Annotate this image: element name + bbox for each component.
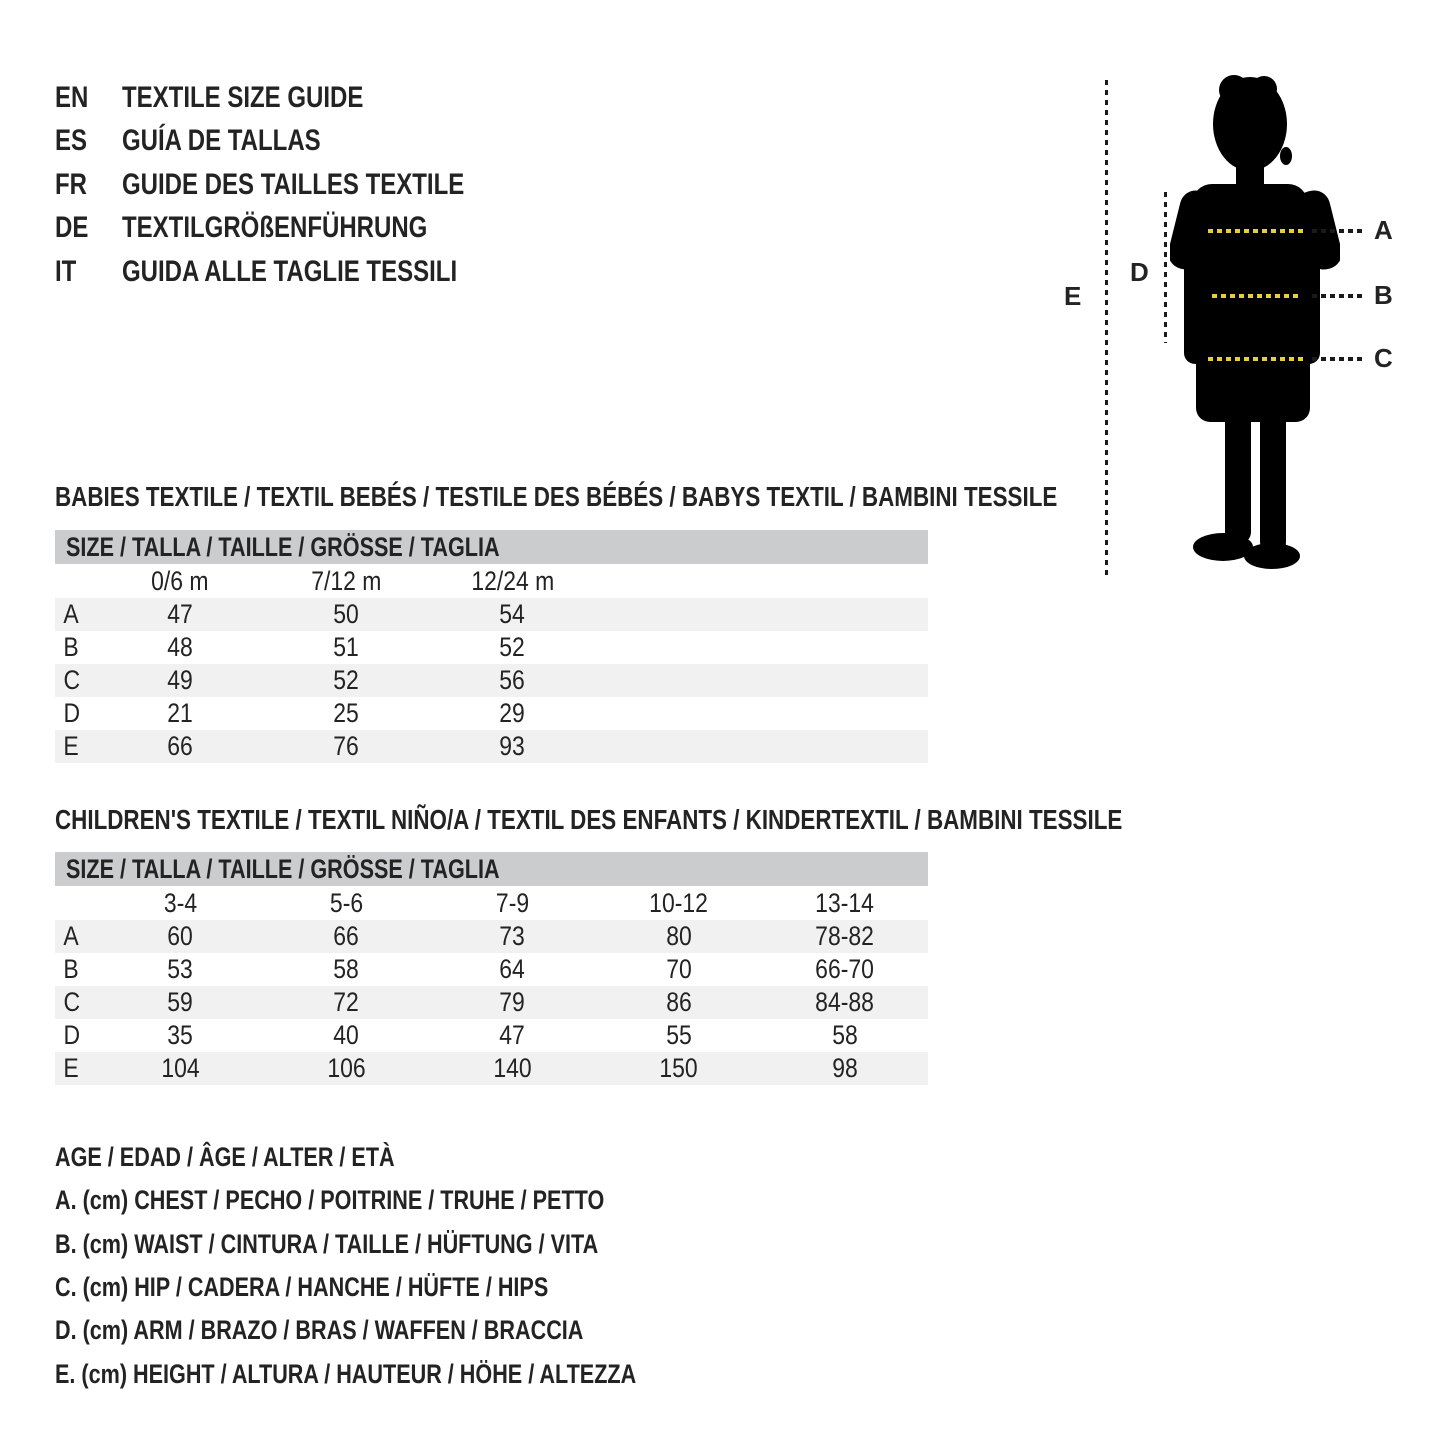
size-value: 86	[665, 987, 692, 1017]
measure-label-a: A	[1374, 215, 1393, 245]
size-value: 53	[167, 954, 193, 984]
table-row	[55, 953, 928, 986]
size-value: 51	[333, 632, 360, 662]
table-row	[55, 1052, 928, 1085]
measure-label-e: E	[1064, 281, 1082, 311]
children-section-title: CHILDREN'S TEXTILE / TEXTIL NIÑO/A / TEXTIL DES ENFANTS / KINDERTEXTIL / BAMBINI TESSILE	[55, 804, 1123, 835]
size-value: 150	[659, 1053, 698, 1083]
babies-section-title: BABIES TEXTILE / TEXTIL BEBÉS / TESTILE DES BÉBÉS / BABYS TEXTIL / BAMBINI TESSILE	[55, 481, 1058, 512]
children-size-table	[55, 852, 928, 1085]
measurement-legend	[55, 1136, 781, 1396]
lang-code: IT	[55, 254, 77, 288]
size-value: 49	[167, 665, 193, 695]
size-value: 106	[327, 1053, 366, 1083]
lang-row-es	[55, 120, 550, 164]
babies-column-headers	[55, 564, 928, 598]
guide-title-es: GUÍA DE TALLAS	[122, 124, 321, 158]
size-value: 21	[167, 698, 193, 728]
size-value: 66	[333, 921, 360, 951]
column-header: 5-6	[329, 887, 363, 918]
row-label: C	[63, 665, 81, 695]
size-value: 59	[167, 987, 193, 1017]
column-header: 7/12 m	[311, 565, 382, 596]
size-value: 47	[499, 1020, 526, 1050]
row-label: D	[63, 1020, 81, 1050]
column-header: 7-9	[495, 887, 530, 918]
column-header: 3-4	[163, 887, 197, 918]
lang-row-en	[55, 76, 550, 120]
table-row	[55, 730, 928, 763]
chest-measure-dash-yellow	[1208, 229, 1304, 233]
size-value: 84-88	[815, 987, 875, 1017]
legend-line-height: E. (cm) HEIGHT / ALTURA / HAUTEUR / HÖHE / ALTEZZA	[55, 1358, 637, 1389]
guide-title-it: GUIDA ALLE TAGLIE TESSILI	[122, 254, 458, 288]
chest-measure-dash	[1312, 229, 1364, 233]
size-header-bar: SIZE / TALLA / TAILLE / GRÖSSE / TAGLIA	[55, 530, 928, 564]
size-value: 47	[167, 599, 193, 629]
lang-row-fr	[55, 163, 550, 207]
row-label: E	[63, 731, 79, 761]
size-value: 60	[167, 921, 193, 951]
table-row	[55, 1019, 928, 1052]
table-row	[55, 598, 928, 631]
size-value: 29	[499, 698, 526, 728]
size-value: 79	[499, 987, 526, 1017]
lang-code: FR	[55, 167, 87, 201]
row-label: E	[63, 1053, 79, 1083]
waist-measure-dash-yellow	[1212, 294, 1298, 298]
size-value: 78-82	[815, 921, 875, 951]
size-value: 35	[167, 1020, 193, 1050]
row-label: A	[63, 599, 79, 629]
measure-label-d: D	[1130, 257, 1149, 287]
column-header: 0/6 m	[151, 565, 209, 596]
hip-measure-dash-yellow	[1208, 357, 1304, 361]
guide-title-en: TEXTILE SIZE GUIDE	[122, 80, 364, 114]
size-value: 25	[333, 698, 360, 728]
column-header: 13-14	[815, 887, 875, 918]
lang-row-de	[55, 207, 550, 251]
hip-measure-dash	[1312, 357, 1364, 361]
row-label: A	[63, 921, 79, 951]
size-value: 58	[333, 954, 360, 984]
measure-label-b: B	[1374, 280, 1393, 310]
size-value: 66-70	[815, 954, 875, 984]
size-value: 76	[333, 731, 360, 761]
size-value: 55	[665, 1020, 692, 1050]
size-value: 70	[665, 954, 692, 984]
size-value: 40	[333, 1020, 360, 1050]
row-label: D	[63, 698, 81, 728]
size-value: 54	[499, 599, 526, 629]
table-row	[55, 664, 928, 697]
arm-measure-line-d	[1164, 192, 1167, 343]
size-value: 66	[167, 731, 193, 761]
size-value: 52	[499, 632, 526, 662]
column-header: 12/24 m	[471, 565, 554, 596]
size-value: 104	[160, 1053, 200, 1083]
legend-line-age: AGE / EDAD / ÂGE / ALTER / ETÀ	[55, 1142, 395, 1173]
table-row	[55, 631, 928, 664]
size-header-bar: SIZE / TALLA / TAILLE / GRÖSSE / TAGLIA	[55, 852, 928, 886]
row-label: C	[63, 987, 81, 1017]
size-value: 98	[832, 1053, 858, 1083]
size-value: 50	[333, 599, 360, 629]
guide-title-fr: GUIDE DES TAILLES TEXTILE	[122, 167, 465, 201]
children-column-headers	[55, 886, 928, 920]
size-value: 140	[493, 1053, 532, 1083]
table-row	[55, 697, 928, 730]
size-value: 80	[665, 921, 692, 951]
row-label: B	[63, 632, 79, 662]
table-row	[55, 920, 928, 953]
lang-code: DE	[55, 211, 89, 245]
size-value: 52	[333, 665, 360, 695]
legend-line-hip: C. (cm) HIP / CADERA / HANCHE / HÜFTE / HIPS	[55, 1272, 549, 1303]
legend-line-arm: D. (cm) ARM / BRAZO / BRAS / WAFFEN / BRACCIA	[55, 1315, 584, 1346]
column-header: 10-12	[649, 887, 709, 918]
size-value: 73	[499, 921, 526, 951]
lang-code: ES	[55, 124, 88, 158]
waist-measure-dash	[1312, 294, 1364, 298]
row-label: B	[63, 954, 79, 984]
size-value: 72	[333, 987, 360, 1017]
babies-size-table	[55, 530, 928, 763]
legend-line-chest: A. (cm) CHEST / PECHO / POITRINE / TRUHE / PETTO	[55, 1185, 605, 1216]
measure-label-c: C	[1374, 343, 1393, 373]
lang-row-it	[55, 250, 550, 294]
size-value: 58	[832, 1020, 858, 1050]
size-value: 56	[499, 665, 526, 695]
guide-title-de: TEXTILGRÖßENFÜHRUNG	[122, 211, 428, 245]
size-value: 64	[499, 954, 526, 984]
size-value: 48	[167, 632, 193, 662]
table-row	[55, 986, 928, 1019]
language-title-block	[55, 76, 550, 294]
size-value: 93	[499, 731, 526, 761]
legend-line-waist: B. (cm) WAIST / CINTURA / TAILLE / HÜFTUNG / VITA	[55, 1228, 599, 1259]
lang-code: EN	[55, 80, 89, 114]
